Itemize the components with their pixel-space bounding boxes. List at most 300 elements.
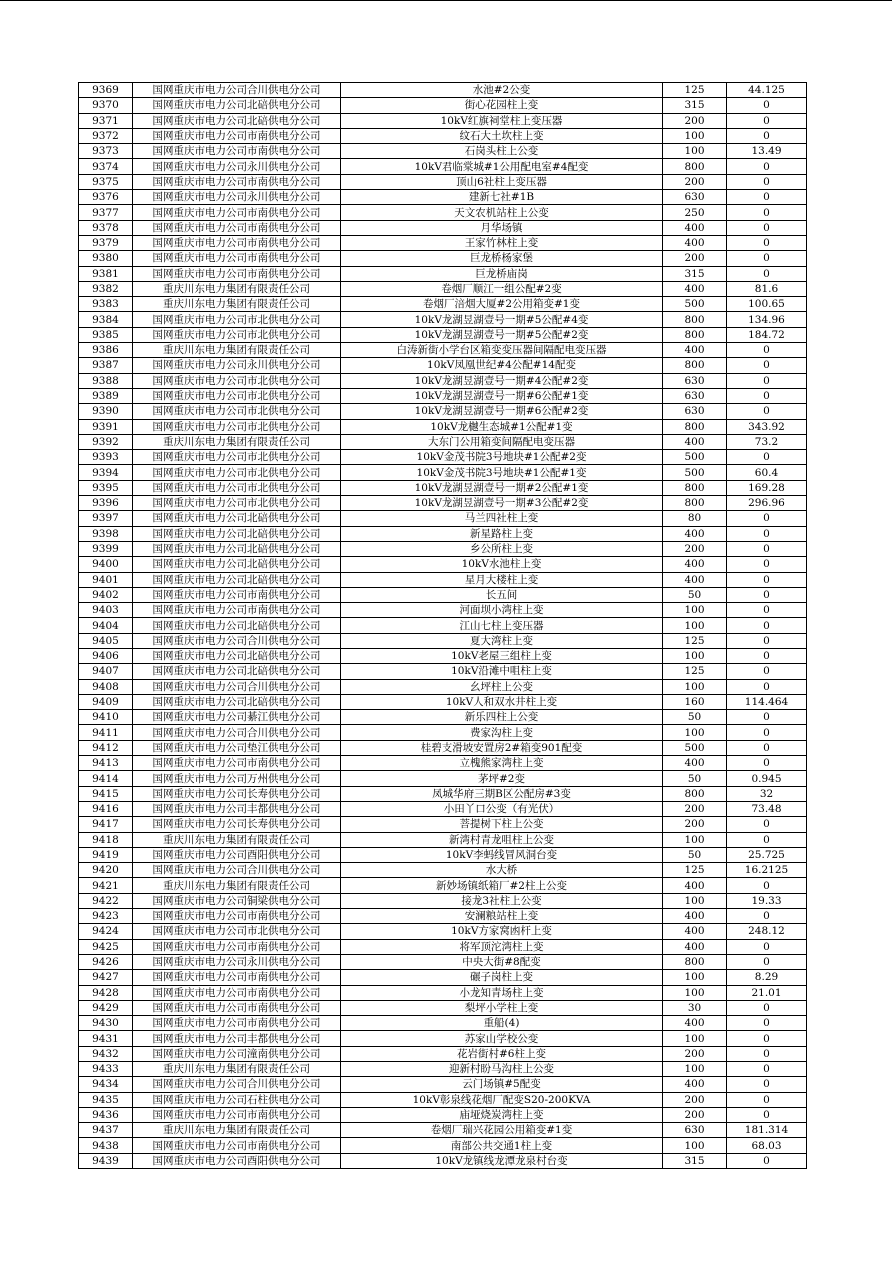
station-name-cell: 街心花园柱上变 <box>341 98 663 113</box>
table-row <box>79 144 807 159</box>
row-id-cell: 9400 <box>79 557 133 572</box>
company-cell: 国网重庆市电力公司市北供电分公司 <box>133 496 341 511</box>
row-id-cell: 9389 <box>79 388 133 403</box>
station-name-cell: 10kV龙湖昱湖壹号一期#6公配#2变 <box>341 404 663 419</box>
table-row <box>79 817 807 832</box>
row-id-cell: 9425 <box>79 939 133 954</box>
capacity-cell: 100 <box>663 128 727 143</box>
company-cell: 国网重庆市电力公司市南供电分公司 <box>133 144 341 159</box>
company-cell: 国网重庆市电力公司市北供电分公司 <box>133 388 341 403</box>
row-id-cell: 9418 <box>79 832 133 847</box>
row-id-cell: 9430 <box>79 1016 133 1031</box>
capacity-cell: 100 <box>663 970 727 985</box>
table-row <box>79 235 807 250</box>
value-cell: 0 <box>727 648 807 663</box>
table-row <box>79 924 807 939</box>
row-id-cell: 9424 <box>79 924 133 939</box>
company-cell: 国网重庆市电力公司永川供电分公司 <box>133 358 341 373</box>
table-row <box>79 113 807 128</box>
company-cell: 国网重庆市电力公司北碚供电分公司 <box>133 694 341 709</box>
company-cell: 国网重庆市电力公司潼南供电分公司 <box>133 1046 341 1061</box>
company-cell: 国网重庆市电力公司永川供电分公司 <box>133 954 341 969</box>
capacity-cell: 500 <box>663 465 727 480</box>
table-row <box>79 450 807 465</box>
company-cell: 国网重庆市电力公司北碚供电分公司 <box>133 113 341 128</box>
station-name-cell: 菩提树下柱上公变 <box>341 817 663 832</box>
station-name-cell: 小龙知青场柱上变 <box>341 985 663 1000</box>
value-cell: 0 <box>727 1153 807 1168</box>
station-name-cell: 10kV彰泉线花烟厂配变S20-200KVA <box>341 1092 663 1107</box>
table-row <box>79 496 807 511</box>
value-cell: 0 <box>727 526 807 541</box>
table-row <box>79 83 807 98</box>
company-cell: 国网重庆市电力公司綦江供电分公司 <box>133 710 341 725</box>
company-cell: 国网重庆市电力公司市南供电分公司 <box>133 235 341 250</box>
capacity-cell: 200 <box>663 1092 727 1107</box>
capacity-cell: 100 <box>663 144 727 159</box>
capacity-cell: 100 <box>663 832 727 847</box>
station-name-cell: 桂碧支滑坡安置房2#箱变901配变 <box>341 740 663 755</box>
table-row <box>79 847 807 862</box>
station-name-cell: 10kV龙湖昱湖壹号一期#5公配#2变 <box>341 327 663 342</box>
capacity-cell: 630 <box>663 404 727 419</box>
table-row <box>79 587 807 602</box>
table-row <box>79 939 807 954</box>
transformer-table <box>78 82 807 1169</box>
capacity-cell: 800 <box>663 358 727 373</box>
station-name-cell: 建新七社#1B <box>341 190 663 205</box>
table-row <box>79 419 807 434</box>
station-name-cell: 庙垭烧炭湾柱上变 <box>341 1107 663 1122</box>
capacity-cell: 630 <box>663 1123 727 1138</box>
row-id-cell: 9402 <box>79 587 133 602</box>
row-id-cell: 9422 <box>79 893 133 908</box>
value-cell: 0 <box>727 159 807 174</box>
row-id-cell: 9417 <box>79 817 133 832</box>
table-row <box>79 434 807 449</box>
capacity-cell: 400 <box>663 924 727 939</box>
company-cell: 国网重庆市电力公司市南供电分公司 <box>133 205 341 220</box>
value-cell: 0 <box>727 909 807 924</box>
station-name-cell: 白涛新街小学台区箱变变压器间隔配电变压器 <box>341 343 663 358</box>
table-row <box>79 954 807 969</box>
station-name-cell: 10kV龙樾生态城#1公配#1变 <box>341 419 663 434</box>
page-top-rule <box>0 0 892 1</box>
capacity-cell: 200 <box>663 801 727 816</box>
company-cell: 国网重庆市电力公司市北供电分公司 <box>133 327 341 342</box>
station-name-cell: 大东门公用箱变间隔配电变压器 <box>341 434 663 449</box>
station-name-cell: 王家竹林柱上变 <box>341 235 663 250</box>
capacity-cell: 100 <box>663 648 727 663</box>
value-cell: 32 <box>727 786 807 801</box>
row-id-cell: 9369 <box>79 83 133 98</box>
station-name-cell: 10kV李蚂线冒风洞台变 <box>341 847 663 862</box>
value-cell: 0 <box>727 572 807 587</box>
company-cell: 国网重庆市电力公司北碚供电分公司 <box>133 98 341 113</box>
value-cell: 100.65 <box>727 297 807 312</box>
value-cell: 0 <box>727 1107 807 1122</box>
row-id-cell: 9380 <box>79 251 133 266</box>
company-cell: 国网重庆市电力公司市南供电分公司 <box>133 939 341 954</box>
row-id-cell: 9378 <box>79 220 133 235</box>
capacity-cell: 50 <box>663 771 727 786</box>
table-row <box>79 771 807 786</box>
company-cell: 国网重庆市电力公司市南供电分公司 <box>133 128 341 143</box>
company-cell: 国网重庆市电力公司北碚供电分公司 <box>133 557 341 572</box>
company-cell: 国网重庆市电力公司市北供电分公司 <box>133 480 341 495</box>
capacity-cell: 50 <box>663 847 727 862</box>
table-row <box>79 297 807 312</box>
table-row <box>79 251 807 266</box>
row-id-cell: 9396 <box>79 496 133 511</box>
company-cell: 国网重庆市电力公司合川供电分公司 <box>133 83 341 98</box>
station-name-cell: 10kV龙湖昱湖壹号一期#6公配#1变 <box>341 388 663 403</box>
capacity-cell: 400 <box>663 526 727 541</box>
station-name-cell: 顶山6社柱上变压器 <box>341 174 663 189</box>
row-id-cell: 9397 <box>79 511 133 526</box>
row-id-cell: 9371 <box>79 113 133 128</box>
table-row <box>79 1077 807 1092</box>
table-row <box>79 985 807 1000</box>
capacity-cell: 125 <box>663 664 727 679</box>
company-cell: 重庆川东电力集团有限责任公司 <box>133 878 341 893</box>
value-cell: 0 <box>727 205 807 220</box>
row-id-cell: 9381 <box>79 266 133 281</box>
company-cell: 国网重庆市电力公司市南供电分公司 <box>133 1138 341 1153</box>
table-row <box>79 98 807 113</box>
value-cell: 0 <box>727 740 807 755</box>
capacity-cell: 800 <box>663 480 727 495</box>
row-id-cell: 9429 <box>79 1000 133 1015</box>
company-cell: 国网重庆市电力公司永川供电分公司 <box>133 159 341 174</box>
company-cell: 国网重庆市电力公司垫江供电分公司 <box>133 740 341 755</box>
station-name-cell: 苏家山学校公变 <box>341 1031 663 1046</box>
company-cell: 国网重庆市电力公司北碚供电分公司 <box>133 541 341 556</box>
value-cell: 0 <box>727 388 807 403</box>
row-id-cell: 9416 <box>79 801 133 816</box>
value-cell: 0 <box>727 817 807 832</box>
station-name-cell: 茅坪#2变 <box>341 771 663 786</box>
row-id-cell: 9379 <box>79 235 133 250</box>
value-cell: 25.725 <box>727 847 807 862</box>
value-cell: 73.48 <box>727 801 807 816</box>
capacity-cell: 200 <box>663 541 727 556</box>
table-row <box>79 725 807 740</box>
row-id-cell: 9403 <box>79 603 133 618</box>
row-id-cell: 9428 <box>79 985 133 1000</box>
capacity-cell: 400 <box>663 434 727 449</box>
station-name-cell: 梨坪小学柱上变 <box>341 1000 663 1015</box>
capacity-cell: 200 <box>663 251 727 266</box>
station-name-cell: 卷烟厂涪烟大厦#2公用箱变#1变 <box>341 297 663 312</box>
table-row <box>79 786 807 801</box>
value-cell: 81.6 <box>727 281 807 296</box>
station-name-cell: 接龙3社柱上公变 <box>341 893 663 908</box>
value-cell: 0 <box>727 343 807 358</box>
table-row <box>79 557 807 572</box>
station-name-cell: 江山七柱上变压器 <box>341 618 663 633</box>
row-id-cell: 9383 <box>79 297 133 312</box>
value-cell: 114.464 <box>727 694 807 709</box>
company-cell: 国网重庆市电力公司市北供电分公司 <box>133 419 341 434</box>
value-cell: 0 <box>727 251 807 266</box>
value-cell: 16.2125 <box>727 863 807 878</box>
value-cell: 44.125 <box>727 83 807 98</box>
station-name-cell: 10kV红旗祠堂柱上变压器 <box>341 113 663 128</box>
table-row <box>79 373 807 388</box>
row-id-cell: 9407 <box>79 664 133 679</box>
capacity-cell: 200 <box>663 1107 727 1122</box>
capacity-cell: 50 <box>663 587 727 602</box>
capacity-cell: 200 <box>663 1046 727 1061</box>
capacity-cell: 50 <box>663 710 727 725</box>
row-id-cell: 9437 <box>79 1123 133 1138</box>
capacity-cell: 30 <box>663 1000 727 1015</box>
company-cell: 国网重庆市电力公司铜梁供电分公司 <box>133 893 341 908</box>
row-id-cell: 9382 <box>79 281 133 296</box>
row-id-cell: 9414 <box>79 771 133 786</box>
table-row <box>79 863 807 878</box>
value-cell: 0 <box>727 113 807 128</box>
row-id-cell: 9385 <box>79 327 133 342</box>
value-cell: 0 <box>727 1031 807 1046</box>
row-id-cell: 9410 <box>79 710 133 725</box>
row-id-cell: 9431 <box>79 1031 133 1046</box>
station-name-cell: 中央大街#8配变 <box>341 954 663 969</box>
station-name-cell: 新乐四柱上公变 <box>341 710 663 725</box>
value-cell: 0 <box>727 1077 807 1092</box>
company-cell: 国网重庆市电力公司市南供电分公司 <box>133 756 341 771</box>
company-cell: 国网重庆市电力公司长寿供电分公司 <box>133 817 341 832</box>
table-row <box>79 893 807 908</box>
capacity-cell: 125 <box>663 863 727 878</box>
row-id-cell: 9421 <box>79 878 133 893</box>
table-row <box>79 1092 807 1107</box>
company-cell: 国网重庆市电力公司市南供电分公司 <box>133 1000 341 1015</box>
table-row <box>79 312 807 327</box>
value-cell: 0 <box>727 557 807 572</box>
row-id-cell: 9439 <box>79 1153 133 1168</box>
table-row <box>79 1153 807 1168</box>
table-body <box>79 83 807 1169</box>
company-cell: 国网重庆市电力公司石柱供电分公司 <box>133 1092 341 1107</box>
table-row <box>79 1062 807 1077</box>
capacity-cell: 800 <box>663 419 727 434</box>
value-cell: 60.4 <box>727 465 807 480</box>
row-id-cell: 9413 <box>79 756 133 771</box>
row-id-cell: 9390 <box>79 404 133 419</box>
station-name-cell: 新星路柱上变 <box>341 526 663 541</box>
row-id-cell: 9405 <box>79 633 133 648</box>
station-name-cell: 水大桥 <box>341 863 663 878</box>
table-row <box>79 404 807 419</box>
company-cell: 国网重庆市电力公司北碚供电分公司 <box>133 618 341 633</box>
capacity-cell: 200 <box>663 817 727 832</box>
capacity-cell: 630 <box>663 190 727 205</box>
row-id-cell: 9433 <box>79 1062 133 1077</box>
value-cell: 0 <box>727 266 807 281</box>
capacity-cell: 800 <box>663 312 727 327</box>
row-id-cell: 9391 <box>79 419 133 434</box>
station-name-cell: 立槐熊家湾柱上变 <box>341 756 663 771</box>
station-name-cell: 10kV沿滩中咀柱上变 <box>341 664 663 679</box>
company-cell: 重庆川东电力集团有限责任公司 <box>133 832 341 847</box>
table-row <box>79 679 807 694</box>
station-name-cell: 夏大湾柱上变 <box>341 633 663 648</box>
row-id-cell: 9406 <box>79 648 133 663</box>
station-name-cell: 10kV方家窝凼杆上变 <box>341 924 663 939</box>
value-cell: 0 <box>727 954 807 969</box>
row-id-cell: 9420 <box>79 863 133 878</box>
company-cell: 国网重庆市电力公司长寿供电分公司 <box>133 786 341 801</box>
station-name-cell: 小田丫口公变（有光伏） <box>341 801 663 816</box>
row-id-cell: 9408 <box>79 679 133 694</box>
capacity-cell: 100 <box>663 1062 727 1077</box>
value-cell: 0 <box>727 664 807 679</box>
station-name-cell: 巨龙桥庙岗 <box>341 266 663 281</box>
table-row <box>79 710 807 725</box>
value-cell: 13.49 <box>727 144 807 159</box>
value-cell: 0 <box>727 756 807 771</box>
capacity-cell: 500 <box>663 297 727 312</box>
table-row <box>79 603 807 618</box>
station-name-cell: 10kV龙湖昱湖壹号一期#5公配#4变 <box>341 312 663 327</box>
capacity-cell: 400 <box>663 756 727 771</box>
table-row <box>79 1107 807 1122</box>
row-id-cell: 9399 <box>79 541 133 556</box>
station-name-cell: 迎新村盼马沟柱上公变 <box>341 1062 663 1077</box>
company-cell: 国网重庆市电力公司市南供电分公司 <box>133 1016 341 1031</box>
station-name-cell: 卷烟厂顺江一组公配#2变 <box>341 281 663 296</box>
row-id-cell: 9436 <box>79 1107 133 1122</box>
capacity-cell: 100 <box>663 1138 727 1153</box>
station-name-cell: 凤城华府三期B区公配房#3变 <box>341 786 663 801</box>
value-cell: 0 <box>727 128 807 143</box>
company-cell: 国网重庆市电力公司合川供电分公司 <box>133 1077 341 1092</box>
capacity-cell: 200 <box>663 174 727 189</box>
value-cell: 169.28 <box>727 480 807 495</box>
capacity-cell: 800 <box>663 159 727 174</box>
company-cell: 国网重庆市电力公司酉阳供电分公司 <box>133 847 341 862</box>
value-cell: 68.03 <box>727 1138 807 1153</box>
capacity-cell: 160 <box>663 694 727 709</box>
company-cell: 重庆川东电力集团有限责任公司 <box>133 434 341 449</box>
station-name-cell: 马兰四社柱上变 <box>341 511 663 526</box>
station-name-cell: 南部公共交通1柱上变 <box>341 1138 663 1153</box>
station-name-cell: 天文农机站柱上公变 <box>341 205 663 220</box>
company-cell: 国网重庆市电力公司市南供电分公司 <box>133 909 341 924</box>
value-cell: 0 <box>727 725 807 740</box>
table-row <box>79 1031 807 1046</box>
value-cell: 0 <box>727 98 807 113</box>
station-name-cell: 星月大楼柱上变 <box>341 572 663 587</box>
company-cell: 国网重庆市电力公司万州供电分公司 <box>133 771 341 786</box>
row-id-cell: 9392 <box>79 434 133 449</box>
capacity-cell: 100 <box>663 603 727 618</box>
capacity-cell: 100 <box>663 985 727 1000</box>
company-cell: 国网重庆市电力公司酉阳供电分公司 <box>133 1153 341 1168</box>
row-id-cell: 9409 <box>79 694 133 709</box>
value-cell: 248.12 <box>727 924 807 939</box>
company-cell: 国网重庆市电力公司市北供电分公司 <box>133 450 341 465</box>
value-cell: 0 <box>727 174 807 189</box>
company-cell: 国网重庆市电力公司市南供电分公司 <box>133 970 341 985</box>
station-name-cell: 新湾村青龙咀柱上公变 <box>341 832 663 847</box>
station-name-cell: 石岗头柱上公变 <box>341 144 663 159</box>
table-row <box>79 465 807 480</box>
company-cell: 重庆川东电力集团有限责任公司 <box>133 1062 341 1077</box>
table-row <box>79 159 807 174</box>
row-id-cell: 9375 <box>79 174 133 189</box>
value-cell: 0 <box>727 633 807 648</box>
value-cell: 19.33 <box>727 893 807 908</box>
table-row <box>79 633 807 648</box>
value-cell: 0.945 <box>727 771 807 786</box>
value-cell: 0 <box>727 710 807 725</box>
station-name-cell: 10kV君临棠城#1公用配电室#4配变 <box>341 159 663 174</box>
table-row <box>79 205 807 220</box>
table-row <box>79 388 807 403</box>
capacity-cell: 800 <box>663 496 727 511</box>
table-row <box>79 343 807 358</box>
company-cell: 重庆川东电力集团有限责任公司 <box>133 281 341 296</box>
table-row <box>79 190 807 205</box>
row-id-cell: 9432 <box>79 1046 133 1061</box>
value-cell: 0 <box>727 235 807 250</box>
table-row <box>79 618 807 633</box>
value-cell: 0 <box>727 1092 807 1107</box>
table-row <box>79 358 807 373</box>
row-id-cell: 9398 <box>79 526 133 541</box>
capacity-cell: 400 <box>663 220 727 235</box>
row-id-cell: 9372 <box>79 128 133 143</box>
value-cell: 21.01 <box>727 985 807 1000</box>
company-cell: 国网重庆市电力公司市南供电分公司 <box>133 251 341 266</box>
station-name-cell: 将军顶沱湾柱上变 <box>341 939 663 954</box>
station-name-cell: 乡公所柱上变 <box>341 541 663 556</box>
station-name-cell: 10kV金茂书院3号地块#1公配#1变 <box>341 465 663 480</box>
station-name-cell: 长五间 <box>341 587 663 602</box>
company-cell: 国网重庆市电力公司北碚供电分公司 <box>133 572 341 587</box>
row-id-cell: 9427 <box>79 970 133 985</box>
station-name-cell: 10kV龙湖昱湖壹号一期#3公配#2变 <box>341 496 663 511</box>
station-name-cell: 幺坪柱上公变 <box>341 679 663 694</box>
capacity-cell: 315 <box>663 266 727 281</box>
capacity-cell: 80 <box>663 511 727 526</box>
station-name-cell: 花岩街村#6柱上变 <box>341 1046 663 1061</box>
value-cell: 0 <box>727 1016 807 1031</box>
company-cell: 国网重庆市电力公司市北供电分公司 <box>133 465 341 480</box>
row-id-cell: 9404 <box>79 618 133 633</box>
capacity-cell: 400 <box>663 939 727 954</box>
table-row <box>79 1000 807 1015</box>
table-row <box>79 511 807 526</box>
station-name-cell: 10kV老屋三组柱上变 <box>341 648 663 663</box>
row-id-cell: 9419 <box>79 847 133 862</box>
row-id-cell: 9384 <box>79 312 133 327</box>
capacity-cell: 400 <box>663 343 727 358</box>
station-name-cell: 新妙场镇纸箱厂#2柱上公变 <box>341 878 663 893</box>
row-id-cell: 9376 <box>79 190 133 205</box>
station-name-cell: 碾子岗柱上变 <box>341 970 663 985</box>
station-name-cell: 云门场镇#5配变 <box>341 1077 663 1092</box>
table-row <box>79 128 807 143</box>
company-cell: 国网重庆市电力公司市南供电分公司 <box>133 266 341 281</box>
table-row <box>79 801 807 816</box>
row-id-cell: 9370 <box>79 98 133 113</box>
station-name-cell: 河面坝小湾柱上变 <box>341 603 663 618</box>
capacity-cell: 400 <box>663 557 727 572</box>
